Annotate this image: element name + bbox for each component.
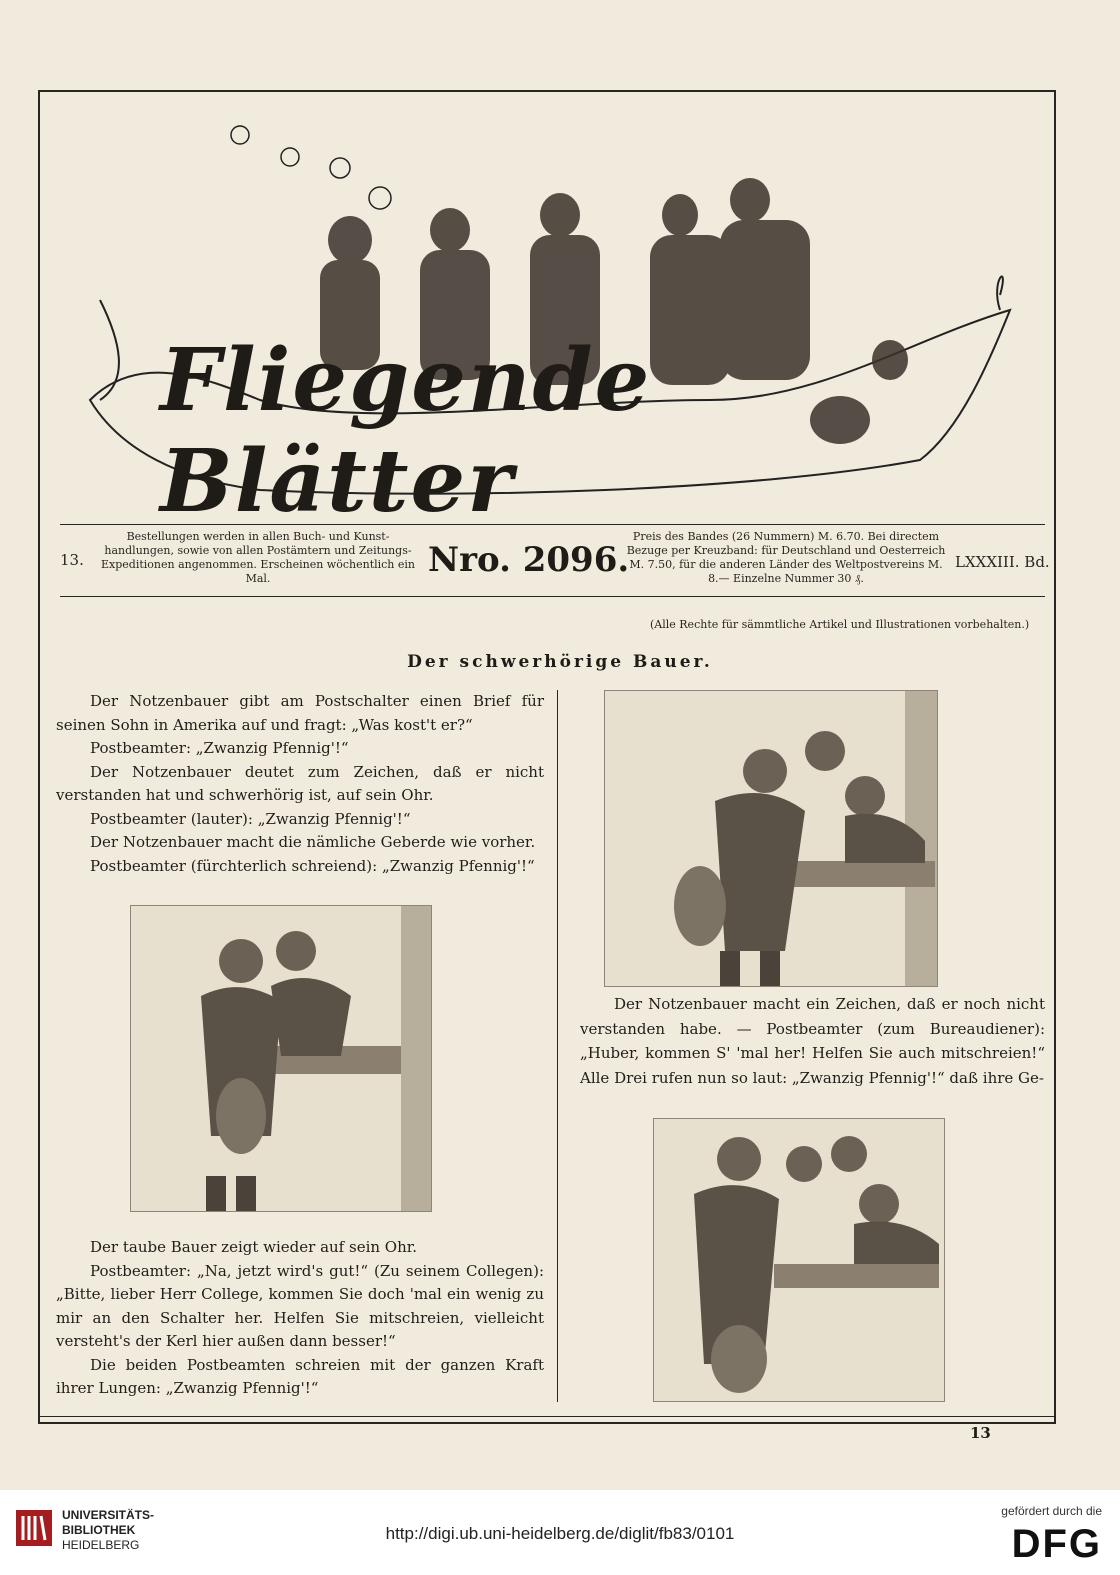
paragraph: Der Notzenbauer deutet zum Zeichen, daß er nicht verstanden hat und schwerhörig ist, auf sein Ohr. bbox=[56, 762, 544, 804]
masthead-title: Fliegende Blätter bbox=[160, 330, 652, 532]
source-url-link[interactable]: http://digi.ub.uni-heidelberg.de/diglit/fb83/0101 bbox=[385, 1524, 735, 1543]
left-column-bottom-text bbox=[56, 1236, 544, 1401]
page-bottom-rule bbox=[38, 1416, 1054, 1417]
paragraph: Der Notzenbauer gibt am Postschalter einen Brief für seinen Sohn in Amerika auf und fragt: „Was kost't er?“ bbox=[56, 692, 544, 734]
paragraph: Die beiden Postbeamten schreien mit der ganzen Kraft ihrer Lungen: „Zwanzig Pfennig'!“ bbox=[56, 1355, 544, 1397]
left-column-top-text bbox=[56, 690, 544, 878]
issue-number-left: 13. bbox=[60, 551, 84, 569]
right-column-text bbox=[580, 992, 1045, 1090]
library-line-1: UNIVERSITÄTS- bbox=[62, 1508, 155, 1522]
paragraph: Der Notzenbauer macht die nämliche Geberde wie vorher. bbox=[90, 833, 536, 851]
paragraph: Postbeamter: „Zwanzig Pfennig'!“ bbox=[90, 739, 349, 757]
rights-note: (Alle Rechte für sämmtliche Artikel und Illustrationen vorbehalten.) bbox=[650, 618, 1030, 631]
funding-note: gefördert durch die bbox=[1001, 1504, 1102, 1518]
library-line-3: HEIDELBERG bbox=[62, 1538, 140, 1552]
paragraph: Der taube Bauer zeigt wieder auf sein Ohr. bbox=[90, 1238, 418, 1256]
info-bar-top-rule bbox=[60, 524, 1045, 525]
paragraph: Postbeamter: „Na, jetzt wird's gut!“ (Zu seinem Collegen): „Bitte, lieber Herr College, kommen Sie doch 'mal ein wenig zu mir an den Schalter her. Helfen Sie mitschreien, vielleicht versteht's der Kerl hier außen dann besser!“ bbox=[56, 1261, 544, 1350]
volume-label: LXXXIII. Bd. bbox=[955, 553, 1050, 571]
column-divider bbox=[557, 690, 558, 1402]
digitization-footer bbox=[0, 1490, 1120, 1575]
illustration-four-men bbox=[653, 1118, 945, 1402]
library-line-2: BIBLIOTHEK bbox=[62, 1523, 136, 1537]
article-title: Der schwerhörige Bauer. bbox=[407, 652, 713, 672]
issue-number-label: Nro. 2096. bbox=[428, 540, 630, 580]
price-info: Preis des Bandes (26 Nummern) M. 6.70. Bei directem Bezuge per Kreuzband: für Deutschland und Oesterreich M. 7.50, für die anderen Länder des Weltpostvereins M. 8.— Einzelne Nummer 30 ₰. bbox=[626, 530, 946, 585]
ordering-info: Bestellungen werden in allen Buch- und Kunst-handlungen, sowie von allen Postämtern und Zeitungs-Expeditionen angenommen. Erscheinen wöchentlich ein Mal. bbox=[101, 530, 415, 585]
funder-logo: DFG bbox=[1011, 1522, 1102, 1566]
illustration-two-clerks bbox=[130, 905, 432, 1212]
info-bar-bottom-rule bbox=[60, 596, 1045, 597]
paragraph: Postbeamter (fürchterlich schreiend): „Zwanzig Pfennig'!“ bbox=[90, 856, 535, 875]
illustration-three-clerks bbox=[604, 690, 938, 987]
paragraph: Postbeamter (lauter): „Zwanzig Pfennig'!“ bbox=[90, 809, 411, 828]
paragraph: Der Notzenbauer macht ein Zeichen, daß er noch nicht verstanden habe. — Postbeamter (zum Bureaudiener): „Huber, kommen S' 'mal her! Helfen Sie auch mitschreien!“ Alle Drei rufen nun so laut: „Zwanzig Pfennig'!“ daß ihre Ge- bbox=[580, 995, 1045, 1087]
page-number: 13 bbox=[970, 1424, 991, 1442]
